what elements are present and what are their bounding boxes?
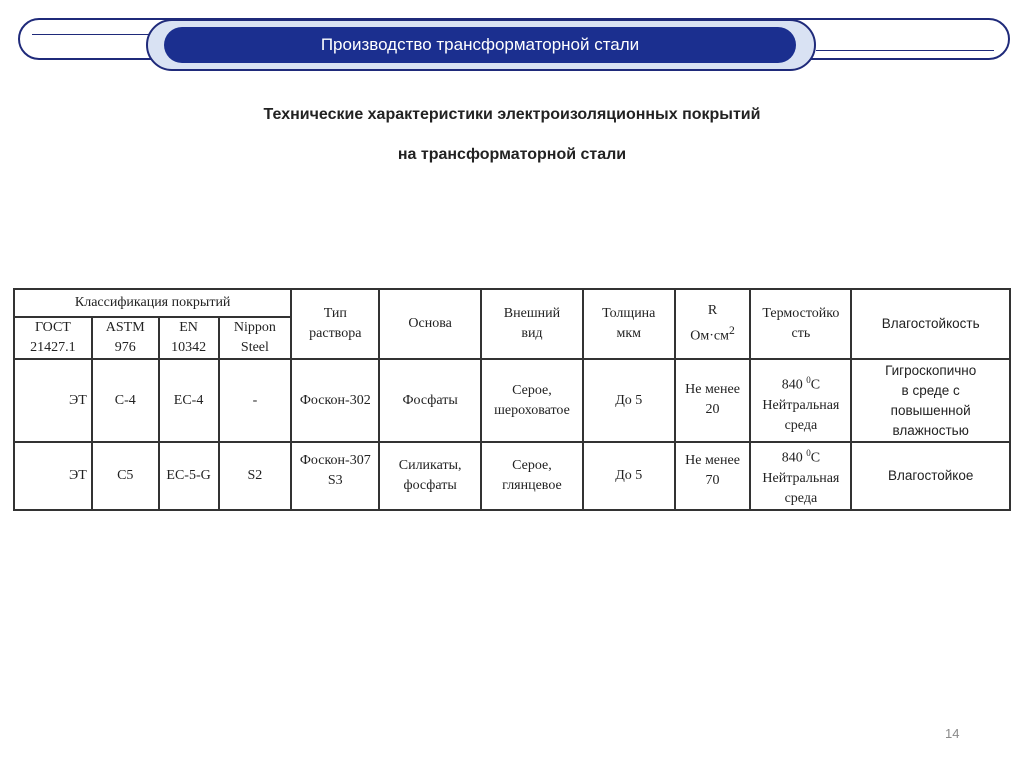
col-header-resistance-line2	[678, 321, 748, 347]
cell-solution	[291, 442, 379, 510]
banner-decor-line-left	[32, 34, 150, 35]
col-header-nippon	[219, 317, 292, 359]
heat-value: 840	[781, 377, 807, 393]
table-header-row-1	[14, 289, 1010, 317]
col-header-resistance	[675, 289, 751, 359]
cell-resistance-line2: 70	[705, 473, 720, 488]
col-header-gost	[14, 317, 92, 359]
col-header-gost-line1: ГОСТ	[34, 320, 71, 335]
col-header-resistance-line1: R	[707, 303, 718, 319]
cell-moisture: Влагостойкое	[851, 442, 1010, 510]
col-header-base: Основа	[379, 289, 481, 359]
table-row	[14, 442, 1010, 510]
cell-astm: С5	[92, 442, 159, 510]
cell-solution-line1: Фоскон-307	[299, 453, 371, 468]
cell-appearance-line2: глянцевое	[502, 477, 562, 493]
cell-appearance	[481, 442, 583, 510]
cell-astm: С-4	[92, 359, 159, 442]
cell-appearance-line1: Серое,	[512, 457, 552, 473]
col-header-thickness-line2: мкм	[616, 326, 642, 341]
cell-heat-line2: Нейтральная	[762, 397, 840, 413]
cell-heat-line1	[753, 443, 848, 469]
cell-heat-line3: среда	[784, 490, 818, 506]
col-header-thickness-line1: Толщина	[602, 306, 656, 321]
col-header-astm-line1: ASTM	[105, 320, 145, 335]
col-header-appearance-line2: вид	[521, 326, 543, 341]
cell-appearance-line2: шероховатое	[494, 402, 570, 418]
cell-thickness: До 5	[583, 442, 675, 510]
cell-gost: ЭТ	[14, 359, 92, 442]
heat-unit: С	[810, 450, 821, 466]
resistance-unit-sup: 2	[728, 324, 735, 338]
heat-unit: С	[810, 377, 821, 393]
page-number: 14	[945, 726, 960, 741]
cell-en: ЕС-4	[159, 359, 219, 442]
page-title-line1: Технические характеристики электроизоляционных покрытий	[263, 106, 761, 123]
heat-value: 840	[781, 450, 807, 466]
col-header-moisture: Влагостойкость	[851, 289, 1010, 359]
col-header-en-line2: 10342	[171, 340, 207, 355]
cell-appearance	[481, 359, 583, 442]
cell-resistance	[675, 359, 751, 442]
cell-moisture	[851, 359, 1010, 442]
cell-resistance-line1: Не менее	[685, 453, 740, 468]
col-header-nippon-line1: Nippon	[233, 320, 276, 335]
col-header-appearance-line1: Внешний	[503, 306, 561, 321]
col-header-gost-line2: 21427.1	[30, 340, 76, 355]
col-header-nippon-line2: Steel	[240, 340, 269, 355]
col-header-astm	[92, 317, 159, 359]
col-header-heat-line2: сть	[791, 326, 811, 341]
col-header-thickness	[583, 289, 675, 359]
cell-heat	[750, 442, 851, 510]
cell-base-line2: фосфаты	[403, 477, 457, 493]
col-header-appearance	[481, 289, 583, 359]
cell-resistance	[675, 442, 751, 510]
cell-nippon: S2	[219, 442, 292, 510]
cell-base-line1: Силикаты,	[398, 457, 462, 473]
cell-heat-line2: Нейтральная	[762, 470, 840, 486]
col-header-astm-line2: 976	[114, 340, 136, 355]
cell-en: ЕС-5-G	[159, 442, 219, 510]
col-header-solution-type-line1: Тип	[323, 306, 347, 321]
cell-heat-line1	[753, 360, 848, 396]
col-header-en	[159, 317, 219, 359]
cell-base	[379, 442, 481, 510]
col-header-en-line1: EN	[179, 320, 198, 335]
col-header-solution-type	[291, 289, 379, 359]
col-header-solution-type-line2: раствора	[309, 326, 362, 341]
col-header-heat-line1: Термостойко	[762, 306, 840, 321]
cell-solution: Фоскон-302	[291, 359, 379, 442]
cell-appearance-line1: Серое,	[512, 382, 552, 398]
cell-nippon: -	[219, 359, 292, 442]
cell-moisture-line4: влажностью	[892, 422, 969, 438]
cell-heat	[750, 359, 851, 442]
classification-group-header: Классификация покрытий	[14, 289, 291, 317]
cell-moisture-line2: в среде с	[901, 382, 960, 398]
col-header-heat-resistance	[750, 289, 851, 359]
heat-degree-sup: 0	[806, 448, 811, 458]
cell-resistance-line1: Не менее	[685, 382, 740, 397]
page-title-line2: на трансформаторной стали	[397, 146, 627, 163]
resistance-unit: Ом·см	[690, 328, 729, 344]
cell-moisture-line3: повышенной	[890, 402, 971, 418]
cell-heat-line3: среда	[784, 417, 818, 433]
cell-moisture-line1: Гигроскопично	[885, 362, 977, 378]
cell-thickness: До 5	[583, 359, 675, 442]
table-row	[14, 359, 1010, 442]
coating-specs-table	[13, 288, 1011, 511]
banner-decor-line-right	[816, 50, 994, 51]
heat-degree-sup: 0	[806, 375, 811, 385]
cell-solution-line2: S3	[327, 473, 343, 488]
header-banner-title: Производство трансформаторной стали	[164, 27, 796, 63]
cell-gost: ЭТ	[14, 442, 92, 510]
cell-base: Фосфаты	[379, 359, 481, 442]
cell-resistance-line2: 20	[705, 402, 720, 417]
